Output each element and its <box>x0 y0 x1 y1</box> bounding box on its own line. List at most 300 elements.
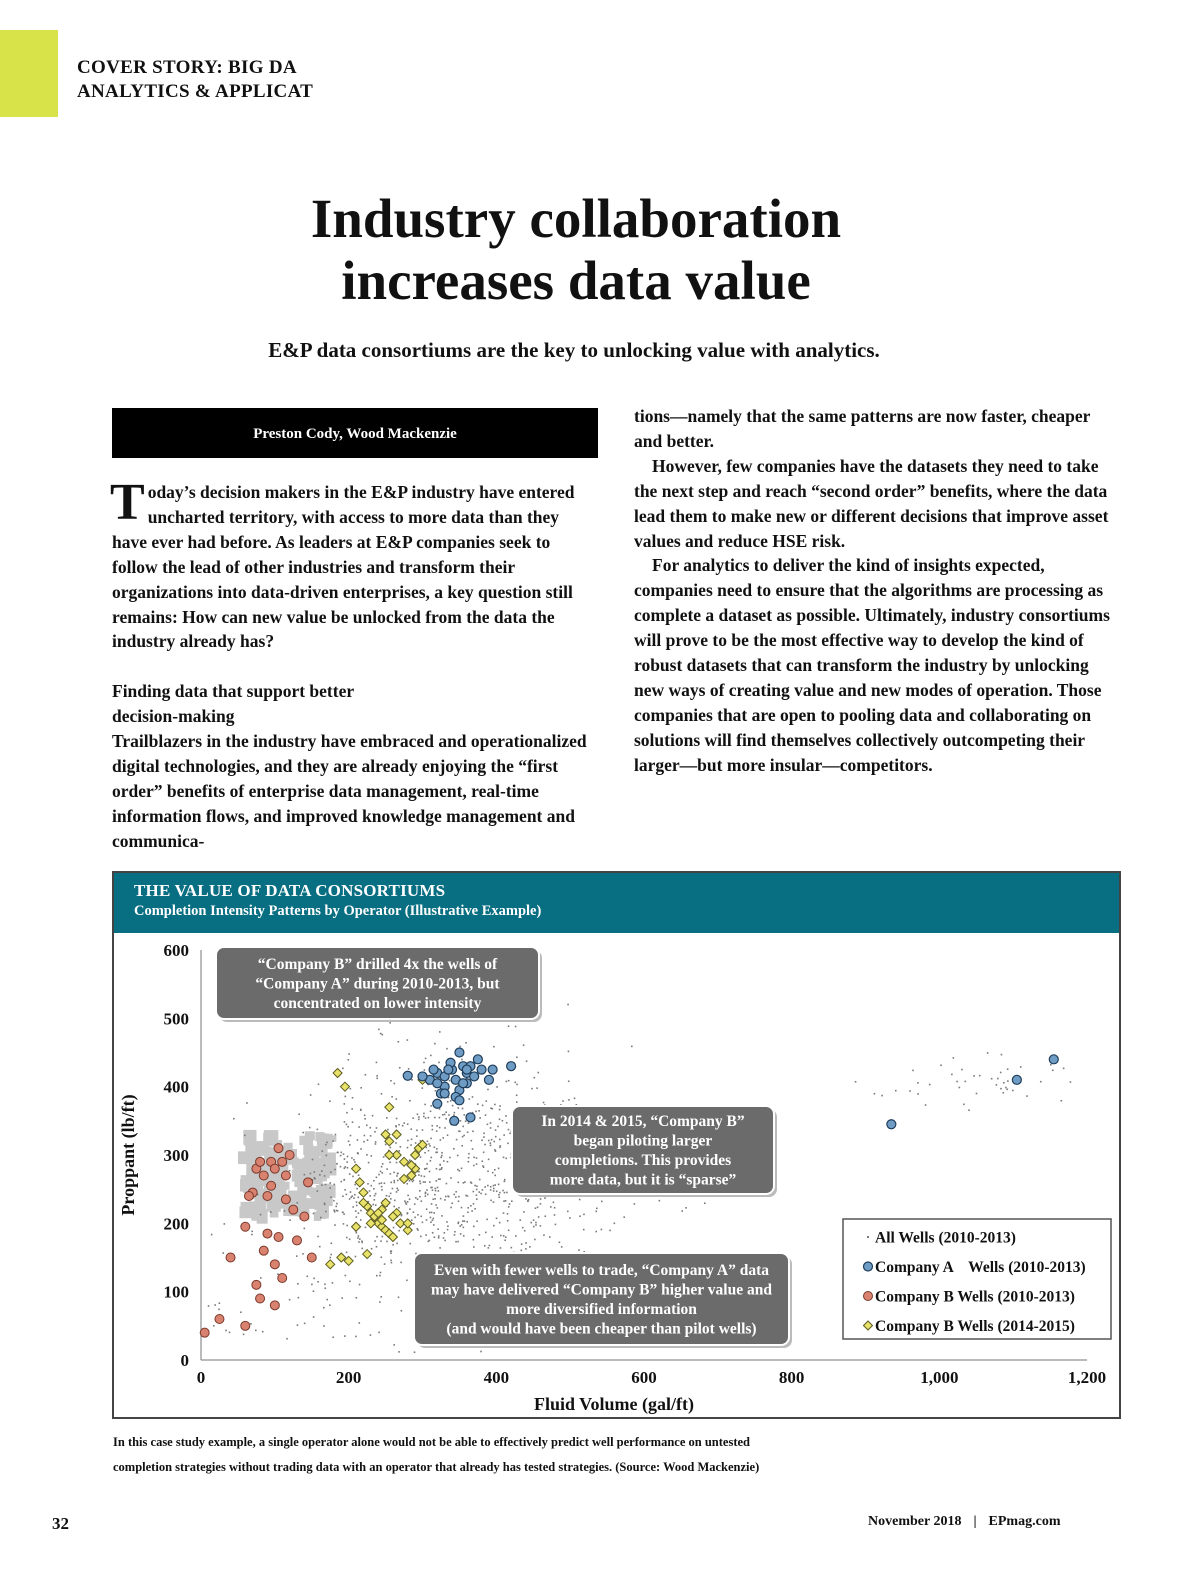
all-wells-point <box>430 1055 432 1057</box>
all-wells-point <box>413 1223 415 1225</box>
all-wells-point <box>470 1181 472 1183</box>
all-wells-point <box>562 1100 564 1102</box>
section-label-line-1: COVER STORY: BIG DA <box>77 57 297 78</box>
all-wells-point <box>579 1215 581 1217</box>
all-wells-point <box>1012 1090 1014 1092</box>
company-a-point <box>403 1071 412 1080</box>
all-wells-point <box>388 1195 390 1197</box>
dense-cluster-block <box>309 1189 324 1197</box>
all-wells-point <box>526 1060 528 1062</box>
all-wells-point <box>344 1158 346 1160</box>
all-wells-point <box>425 1058 427 1060</box>
company-a-point <box>470 1072 479 1081</box>
all-wells-point <box>260 1214 262 1216</box>
all-wells-point <box>440 1139 442 1141</box>
dense-cluster-block <box>254 1141 269 1149</box>
x-tick-label: 1,200 <box>1067 1368 1107 1387</box>
all-wells-point <box>378 1332 380 1334</box>
all-wells-point <box>516 1101 518 1103</box>
callout-annotation <box>512 1106 777 1197</box>
all-wells-point <box>509 1133 511 1135</box>
all-wells-point <box>393 1172 395 1174</box>
all-wells-point <box>390 1193 392 1195</box>
all-wells-point <box>361 1248 363 1250</box>
company-b-2014-point <box>355 1178 364 1187</box>
all-wells-point <box>496 1086 498 1088</box>
all-wells-point <box>440 1157 442 1159</box>
all-wells-point <box>324 1283 326 1285</box>
all-wells-point <box>394 1182 396 1184</box>
all-wells-point <box>402 1125 404 1127</box>
all-wells-point <box>455 1196 457 1198</box>
all-wells-point <box>390 1260 392 1262</box>
all-wells-point <box>356 1201 358 1203</box>
all-wells-point <box>472 1096 474 1098</box>
all-wells-point <box>468 1098 470 1100</box>
company-a-point <box>466 1113 475 1122</box>
all-wells-point <box>379 1275 381 1277</box>
all-wells-point <box>398 1150 400 1152</box>
company-b-2010-point <box>200 1328 209 1337</box>
all-wells-point <box>401 1310 403 1312</box>
all-wells-point <box>360 1109 362 1111</box>
all-wells-point <box>382 1236 384 1238</box>
all-wells-point <box>493 1185 495 1187</box>
all-wells-point <box>368 1162 370 1164</box>
all-wells-point <box>583 1214 585 1216</box>
all-wells-point <box>346 1237 348 1239</box>
all-wells-point <box>407 1039 409 1041</box>
all-wells-point <box>917 1093 919 1095</box>
dense-cluster-block <box>247 1208 256 1218</box>
all-wells-point <box>569 1217 571 1219</box>
all-wells-point <box>454 1234 456 1236</box>
all-wells-point <box>417 1198 419 1200</box>
all-wells-point <box>964 1081 966 1083</box>
all-wells-point <box>262 1331 264 1333</box>
all-wells-point <box>438 1178 440 1180</box>
all-wells-point <box>468 1122 470 1124</box>
all-wells-point <box>973 1075 975 1077</box>
all-wells-point <box>506 1192 508 1194</box>
all-wells-point <box>361 1240 363 1242</box>
body-paragraph: However, few companies have the datasets they need to take the next step and reach “second order” benefits, where the data lead them to make new or different decisions that improve asset values and reduce HSE risk. <box>634 455 1109 551</box>
all-wells-point <box>428 1117 430 1119</box>
all-wells-point <box>394 1200 396 1202</box>
all-wells-point <box>479 1179 481 1181</box>
callout-text-line: completions. This provides <box>554 1152 732 1169</box>
all-wells-point <box>347 1167 349 1169</box>
all-wells-point <box>376 1177 378 1179</box>
company-a-point <box>477 1065 486 1074</box>
all-wells-point <box>424 1069 426 1071</box>
site-url[interactable]: EPmag.com <box>988 1514 1061 1529</box>
all-wells-point <box>380 1296 382 1298</box>
all-wells-point <box>424 1181 426 1183</box>
company-b-2010-point <box>278 1157 287 1166</box>
all-wells-point <box>313 1213 315 1215</box>
company-a-point <box>455 1096 464 1105</box>
all-wells-point <box>313 1278 315 1280</box>
all-wells-point <box>398 1041 400 1043</box>
section-subhead <box>112 679 594 729</box>
all-wells-point <box>352 1176 354 1178</box>
all-wells-point <box>681 1210 683 1212</box>
all-wells-point <box>457 1155 459 1157</box>
all-wells-point <box>396 1188 398 1190</box>
all-wells-point <box>358 1174 360 1176</box>
all-wells-point <box>348 1059 350 1061</box>
all-wells-point <box>423 1062 425 1064</box>
all-wells-point <box>578 1249 580 1251</box>
all-wells-point <box>476 1220 478 1222</box>
all-wells-point <box>343 1179 345 1181</box>
all-wells-point <box>426 1219 428 1221</box>
all-wells-point <box>498 1168 500 1170</box>
all-wells-point <box>386 1117 388 1119</box>
all-wells-point <box>979 1075 981 1077</box>
all-wells-point <box>506 1122 508 1124</box>
all-wells-point <box>506 1081 508 1083</box>
all-wells-point <box>397 1189 399 1191</box>
all-wells-point <box>398 1296 400 1298</box>
all-wells-point <box>396 1162 398 1164</box>
all-wells-point <box>381 1172 383 1174</box>
all-wells-point <box>380 1033 382 1035</box>
all-wells-point <box>535 1207 537 1209</box>
all-wells-point <box>987 1052 989 1054</box>
all-wells-point <box>439 1117 441 1119</box>
legend-marker-company-b-2010 <box>864 1292 873 1301</box>
all-wells-point <box>473 1226 475 1228</box>
all-wells-point <box>329 1187 331 1189</box>
company-a-point <box>433 1099 442 1108</box>
all-wells-point <box>568 1080 570 1082</box>
all-wells-point <box>432 1232 434 1234</box>
company-a-point <box>455 1048 464 1057</box>
all-wells-point <box>439 1178 441 1180</box>
all-wells-point <box>414 1217 416 1219</box>
all-wells-point <box>313 1290 315 1292</box>
all-wells-point <box>476 1157 478 1159</box>
all-wells-point <box>446 1183 448 1185</box>
y-tick-label: 200 <box>163 1214 189 1234</box>
all-wells-point <box>317 1281 319 1283</box>
all-wells-point <box>379 1183 381 1185</box>
all-wells-point <box>436 1125 438 1127</box>
all-wells-point <box>503 1200 505 1202</box>
all-wells-point <box>583 1229 585 1231</box>
all-wells-point <box>480 1193 482 1195</box>
all-wells-point <box>410 1144 412 1146</box>
all-wells-point <box>386 1195 388 1197</box>
all-wells-point <box>459 1046 461 1048</box>
section-subhead-line-1: Finding data that support better <box>112 681 355 702</box>
all-wells-point <box>244 1135 246 1137</box>
all-wells-point <box>396 1118 398 1120</box>
y-tick-label: 500 <box>163 1009 189 1029</box>
all-wells-point <box>415 1142 417 1144</box>
all-wells-point <box>435 1190 437 1192</box>
all-wells-point <box>508 1025 510 1027</box>
y-axis-label: Proppant (lb/ft) <box>118 1094 138 1216</box>
all-wells-point <box>523 1044 525 1046</box>
all-wells-point <box>499 1192 501 1194</box>
all-wells-point <box>1001 1054 1003 1056</box>
company-b-2010-point <box>241 1321 250 1330</box>
body-paragraph: Trailblazers in the industry have embraced and operationalized digital technologies, and they are already enjoying the “first order” benefits of enterprise data management, real-time information flows, and improved knowledge management and communica- <box>112 731 587 851</box>
all-wells-point <box>493 1188 495 1190</box>
all-wells-point <box>397 1180 399 1182</box>
all-wells-point <box>431 1203 433 1205</box>
all-wells-point <box>579 1199 581 1201</box>
footer-separator: | <box>973 1514 977 1529</box>
all-wells-point <box>490 1127 492 1129</box>
all-wells-point <box>491 1139 493 1141</box>
company-a-point <box>433 1079 442 1088</box>
all-wells-point <box>493 1225 495 1227</box>
all-wells-point <box>411 1219 413 1221</box>
all-wells-point <box>381 1256 383 1258</box>
all-wells-point <box>246 1102 248 1104</box>
company-a-point <box>473 1055 482 1064</box>
all-wells-point <box>289 1219 291 1221</box>
all-wells-point <box>601 1229 603 1231</box>
all-wells-point <box>335 1206 337 1208</box>
all-wells-point <box>325 1184 327 1186</box>
company-b-2010-point <box>300 1212 309 1221</box>
all-wells-point <box>341 1181 343 1183</box>
all-wells-point <box>433 1212 435 1214</box>
all-wells-point <box>495 1150 497 1152</box>
all-wells-point <box>409 1100 411 1102</box>
all-wells-point <box>329 1100 331 1102</box>
all-wells-point <box>374 1131 376 1133</box>
all-wells-point <box>540 1225 542 1227</box>
legend-label: All Wells (2010-2013) <box>875 1229 1016 1247</box>
all-wells-point <box>433 1224 435 1226</box>
all-wells-point <box>508 1129 510 1131</box>
company-a-point <box>484 1075 493 1084</box>
all-wells-point <box>485 1232 487 1234</box>
all-wells-point <box>427 1194 429 1196</box>
all-wells-point <box>366 1125 368 1127</box>
all-wells-point <box>436 1168 438 1170</box>
all-wells-point <box>438 1237 440 1239</box>
company-a-point <box>1012 1075 1021 1084</box>
x-tick-label: 1,000 <box>920 1368 959 1387</box>
callout-text-line: more data, but it is “sparse” <box>549 1171 737 1189</box>
all-wells-point <box>395 1125 397 1127</box>
all-wells-point <box>438 1235 440 1237</box>
all-wells-point <box>428 1143 430 1145</box>
all-wells-point <box>976 1093 978 1095</box>
all-wells-point <box>435 1180 437 1182</box>
all-wells-point <box>968 1109 970 1111</box>
all-wells-point <box>444 1240 446 1242</box>
all-wells-point <box>457 1169 459 1171</box>
all-wells-point <box>536 1087 538 1089</box>
article-title <box>0 188 1152 312</box>
all-wells-point <box>450 1100 452 1102</box>
y-tick-label: 600 <box>163 941 189 960</box>
all-wells-point <box>959 1087 961 1089</box>
all-wells-point <box>431 1212 433 1214</box>
callout-text-line: concentrated on lower intensity <box>273 994 482 1012</box>
all-wells-point <box>429 1181 431 1183</box>
all-wells-point <box>309 1127 311 1129</box>
all-wells-point <box>364 1118 366 1120</box>
y-tick-label: 400 <box>163 1077 189 1097</box>
legend-label: Company B Wells (2010-2013) <box>875 1288 1075 1306</box>
all-wells-point <box>482 1160 484 1162</box>
all-wells-point <box>516 1056 518 1058</box>
company-b-2010-point <box>259 1171 268 1180</box>
all-wells-point <box>540 1198 542 1200</box>
all-wells-point <box>457 1182 459 1184</box>
all-wells-point <box>523 1211 525 1213</box>
all-wells-point <box>487 1124 489 1126</box>
all-wells-point <box>437 1207 439 1209</box>
all-wells-point <box>505 1115 507 1117</box>
all-wells-point <box>482 1189 484 1191</box>
all-wells-point <box>516 1084 518 1086</box>
all-wells-point <box>452 1105 454 1107</box>
all-wells-point <box>704 1202 706 1204</box>
all-wells-point <box>349 1088 351 1090</box>
article-deck: E&P data consortiums are the key to unlocking value with analytics. <box>268 338 880 362</box>
all-wells-point <box>917 1082 919 1084</box>
all-wells-point <box>434 1043 436 1045</box>
all-wells-point <box>529 1246 531 1248</box>
callout-text-line: began piloting larger <box>573 1132 713 1150</box>
all-wells-point <box>390 1080 392 1082</box>
all-wells-point <box>243 1334 245 1336</box>
all-wells-point <box>349 1144 351 1146</box>
all-wells-point <box>481 1140 483 1142</box>
all-wells-point <box>382 1034 384 1036</box>
all-wells-point <box>476 1163 478 1165</box>
all-wells-point <box>354 1194 356 1196</box>
all-wells-point <box>408 1068 410 1070</box>
all-wells-point <box>458 1200 460 1202</box>
company-b-2014-point <box>363 1250 372 1259</box>
all-wells-point <box>375 1141 377 1143</box>
body-paragraph: tions—namely that the same patterns are now faster, cheaper and better. <box>634 406 1091 451</box>
all-wells-point <box>330 1254 332 1256</box>
company-b-2010-point <box>281 1171 290 1180</box>
all-wells-point <box>484 1245 486 1247</box>
all-wells-point <box>550 1206 552 1208</box>
all-wells-point <box>438 1062 440 1064</box>
all-wells-point <box>336 1203 338 1205</box>
all-wells-point <box>344 1189 346 1191</box>
all-wells-point <box>498 1184 500 1186</box>
all-wells-point <box>480 1351 482 1353</box>
all-wells-point <box>533 1219 535 1221</box>
all-wells-point <box>344 1096 346 1098</box>
all-wells-point <box>472 1239 474 1241</box>
all-wells-point <box>488 1140 490 1142</box>
all-wells-point <box>1063 1068 1065 1070</box>
all-wells-point <box>1052 1070 1054 1072</box>
all-wells-point <box>528 1199 530 1201</box>
all-wells-point <box>310 1173 312 1175</box>
dense-cluster-block <box>322 1163 330 1178</box>
company-b-2010-point <box>252 1280 261 1289</box>
all-wells-point <box>614 1222 616 1224</box>
all-wells-point <box>473 1191 475 1193</box>
all-wells-point <box>435 1090 437 1092</box>
all-wells-point <box>380 1272 382 1274</box>
all-wells-point <box>487 1089 489 1091</box>
company-a-point <box>418 1072 427 1081</box>
all-wells-point <box>406 1183 408 1185</box>
all-wells-point <box>559 1242 561 1244</box>
company-b-2010-point <box>281 1195 290 1204</box>
all-wells-point <box>595 1231 597 1233</box>
all-wells-point <box>400 1146 402 1148</box>
all-wells-point <box>429 1145 431 1147</box>
all-wells-point <box>431 1187 433 1189</box>
dense-cluster-block <box>299 1136 306 1145</box>
all-wells-point <box>453 1148 455 1150</box>
all-wells-point <box>326 1155 328 1157</box>
all-wells-point <box>504 1239 506 1241</box>
all-wells-point <box>421 1087 423 1089</box>
all-wells-point <box>951 1074 953 1076</box>
all-wells-point <box>225 1330 227 1332</box>
all-wells-point <box>404 1200 406 1202</box>
all-wells-point <box>329 1304 331 1306</box>
all-wells-point <box>317 1190 319 1192</box>
all-wells-point <box>425 1192 427 1194</box>
all-wells-point <box>336 1163 338 1165</box>
all-wells-point <box>324 1287 326 1289</box>
company-b-2014-point <box>385 1103 394 1112</box>
all-wells-point <box>323 1307 325 1309</box>
all-wells-point <box>355 1210 357 1212</box>
all-wells-point <box>525 1198 527 1200</box>
all-wells-point <box>347 1126 349 1128</box>
all-wells-point <box>519 1219 521 1221</box>
all-wells-point <box>370 1155 372 1157</box>
all-wells-point <box>434 1117 436 1119</box>
all-wells-point <box>343 1223 345 1225</box>
all-wells-point <box>1040 1081 1042 1083</box>
all-wells-point <box>381 1186 383 1188</box>
author-byline: Preston Cody, Wood Mackenzie <box>112 408 598 458</box>
all-wells-point <box>411 1079 413 1081</box>
all-wells-point <box>498 1196 500 1198</box>
all-wells-point <box>413 1211 415 1213</box>
all-wells-point <box>912 1070 914 1072</box>
all-wells-point <box>341 1297 343 1299</box>
all-wells-point <box>568 1099 570 1101</box>
all-wells-point <box>417 1214 419 1216</box>
all-wells-point <box>463 1235 465 1237</box>
all-wells-point <box>925 1104 927 1106</box>
figure-title: THE VALUE OF DATA CONSORTIUMS <box>134 881 446 900</box>
all-wells-point <box>462 1136 464 1138</box>
all-wells-point <box>366 1154 368 1156</box>
all-wells-point <box>426 1163 428 1165</box>
callout-text-line: may have delivered “Company B” higher value and <box>431 1281 772 1299</box>
all-wells-point <box>874 1093 876 1095</box>
all-wells-point <box>376 1078 378 1080</box>
all-wells-point <box>407 1140 409 1142</box>
all-wells-point <box>471 1210 473 1212</box>
